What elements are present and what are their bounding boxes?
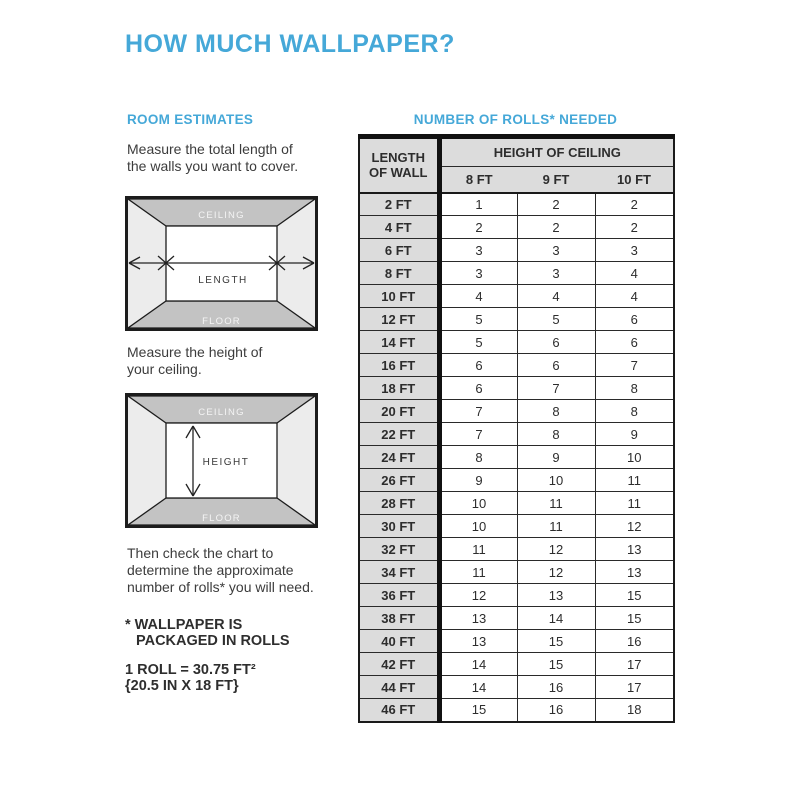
rolls-count-cell: 15 bbox=[595, 607, 674, 630]
rolls-count-cell: 8 bbox=[595, 400, 674, 423]
wall-length-cell: 2 FT bbox=[359, 193, 439, 216]
ceiling-9ft-header: 9 FT bbox=[517, 167, 595, 193]
rolls-count-cell: 6 bbox=[439, 354, 517, 377]
room-estimates-heading: ROOM ESTIMATES bbox=[127, 112, 254, 127]
wallpaper-rolls-footnote bbox=[125, 617, 290, 649]
length-label: LENGTH bbox=[198, 275, 248, 286]
step2-instruction bbox=[127, 344, 347, 378]
step3-instruction bbox=[127, 545, 347, 596]
step2-line1: Measure the height of bbox=[127, 344, 263, 360]
rolls-count-cell: 10 bbox=[439, 515, 517, 538]
rolls-count-cell: 9 bbox=[517, 446, 595, 469]
wall-length-cell: 42 FT bbox=[359, 653, 439, 676]
rolls-count-cell: 11 bbox=[595, 492, 674, 515]
rolls-count-cell: 13 bbox=[595, 561, 674, 584]
table-row bbox=[359, 262, 674, 285]
rolls-count-cell: 4 bbox=[595, 285, 674, 308]
table-row bbox=[359, 469, 674, 492]
roll-size-spec bbox=[125, 662, 256, 694]
floor-label: FLOOR bbox=[202, 316, 241, 327]
table-row bbox=[359, 239, 674, 262]
table-row bbox=[359, 285, 674, 308]
table-row bbox=[359, 423, 674, 446]
wall-length-cell: 16 FT bbox=[359, 354, 439, 377]
height-of-ceiling-header: HEIGHT OF CEILING bbox=[439, 137, 674, 167]
table-row bbox=[359, 630, 674, 653]
rollspec-line1: 1 ROLL = 30.75 FT² bbox=[125, 662, 256, 678]
wall-length-cell: 22 FT bbox=[359, 423, 439, 446]
rolls-count-cell: 16 bbox=[595, 630, 674, 653]
step1-line2: the walls you want to cover. bbox=[127, 158, 299, 174]
rolls-count-cell: 8 bbox=[517, 423, 595, 446]
table-row bbox=[359, 607, 674, 630]
rolls-count-cell: 7 bbox=[439, 423, 517, 446]
rolls-count-cell: 2 bbox=[595, 216, 674, 239]
ceiling-label: CEILING bbox=[198, 407, 245, 418]
length-of-wall-header: LENGTH OF WALL bbox=[359, 137, 439, 193]
table-row bbox=[359, 538, 674, 561]
rolls-count-cell: 16 bbox=[517, 676, 595, 699]
rolls-count-cell: 2 bbox=[517, 193, 595, 216]
rolls-count-cell: 7 bbox=[517, 377, 595, 400]
ceiling-label: CEILING bbox=[198, 210, 245, 221]
wall-length-cell: 36 FT bbox=[359, 584, 439, 607]
table-header-row-1 bbox=[359, 137, 674, 167]
rolls-count-cell: 9 bbox=[439, 469, 517, 492]
rolls-count-cell: 2 bbox=[517, 216, 595, 239]
wall-length-cell: 44 FT bbox=[359, 676, 439, 699]
table-row bbox=[359, 561, 674, 584]
rolls-table-body bbox=[359, 193, 674, 722]
wall-length-cell: 26 FT bbox=[359, 469, 439, 492]
rolls-count-cell: 12 bbox=[595, 515, 674, 538]
rolls-count-cell: 12 bbox=[517, 561, 595, 584]
rolls-count-cell: 12 bbox=[517, 538, 595, 561]
table-row bbox=[359, 653, 674, 676]
wall-length-cell: 40 FT bbox=[359, 630, 439, 653]
rolls-count-cell: 13 bbox=[595, 538, 674, 561]
step2-line2: your ceiling. bbox=[127, 361, 202, 377]
rolls-count-cell: 5 bbox=[439, 331, 517, 354]
rolls-count-cell: 13 bbox=[439, 630, 517, 653]
rolls-count-cell: 11 bbox=[439, 561, 517, 584]
table-row bbox=[359, 216, 674, 239]
table-row bbox=[359, 400, 674, 423]
rolls-count-cell: 11 bbox=[517, 492, 595, 515]
height-label: HEIGHT bbox=[202, 457, 250, 468]
rolls-count-cell: 4 bbox=[595, 262, 674, 285]
rolls-count-cell: 11 bbox=[517, 515, 595, 538]
rolls-needed-table bbox=[358, 134, 675, 723]
rolls-count-cell: 15 bbox=[517, 653, 595, 676]
rolls-count-cell: 13 bbox=[439, 607, 517, 630]
table-row bbox=[359, 515, 674, 538]
rolls-count-cell: 14 bbox=[439, 653, 517, 676]
rolls-count-cell: 4 bbox=[439, 285, 517, 308]
rolls-count-cell: 15 bbox=[439, 699, 517, 722]
rolls-count-cell: 5 bbox=[439, 308, 517, 331]
floor-label: FLOOR bbox=[202, 513, 241, 524]
wall-length-cell: 6 FT bbox=[359, 239, 439, 262]
rolls-count-cell: 3 bbox=[439, 262, 517, 285]
ceiling-8ft-header: 8 FT bbox=[439, 167, 517, 193]
rolls-count-cell: 13 bbox=[517, 584, 595, 607]
step3-line3: number of rolls* you will need. bbox=[127, 579, 314, 595]
rolls-count-cell: 10 bbox=[517, 469, 595, 492]
rolls-count-cell: 7 bbox=[439, 400, 517, 423]
rolls-count-cell: 8 bbox=[439, 446, 517, 469]
step3-line2: determine the approximate bbox=[127, 562, 294, 578]
rolls-needed-heading: NUMBER OF ROLLS* NEEDED bbox=[413, 112, 618, 127]
rolls-count-cell: 16 bbox=[517, 699, 595, 722]
table-row bbox=[359, 446, 674, 469]
rolls-count-cell: 7 bbox=[595, 354, 674, 377]
rolls-count-cell: 3 bbox=[517, 262, 595, 285]
step1-line1: Measure the total length of bbox=[127, 141, 293, 157]
rolls-count-cell: 6 bbox=[439, 377, 517, 400]
rolls-count-cell: 11 bbox=[595, 469, 674, 492]
table-row bbox=[359, 492, 674, 515]
wall-length-cell: 18 FT bbox=[359, 377, 439, 400]
rolls-count-cell: 1 bbox=[439, 193, 517, 216]
rolls-count-cell: 3 bbox=[439, 239, 517, 262]
rolls-count-cell: 10 bbox=[595, 446, 674, 469]
rolls-count-cell: 6 bbox=[517, 354, 595, 377]
wall-length-cell: 20 FT bbox=[359, 400, 439, 423]
rollspec-line2: {20.5 IN X 18 FT} bbox=[125, 678, 239, 694]
rolls-count-cell: 3 bbox=[595, 239, 674, 262]
step1-instruction bbox=[127, 141, 347, 175]
table-row bbox=[359, 193, 674, 216]
rolls-count-cell: 18 bbox=[595, 699, 674, 722]
wall-length-cell: 12 FT bbox=[359, 308, 439, 331]
rolls-count-cell: 6 bbox=[595, 308, 674, 331]
rolls-count-cell: 15 bbox=[595, 584, 674, 607]
step3-line1: Then check the chart to bbox=[127, 545, 274, 561]
rolls-count-cell: 9 bbox=[595, 423, 674, 446]
wall-length-cell: 14 FT bbox=[359, 331, 439, 354]
rolls-count-cell: 11 bbox=[439, 538, 517, 561]
wall-length-cell: 46 FT bbox=[359, 699, 439, 722]
ceiling-10ft-header: 10 FT bbox=[595, 167, 674, 193]
wall-length-cell: 10 FT bbox=[359, 285, 439, 308]
rolls-count-cell: 12 bbox=[439, 584, 517, 607]
table-row bbox=[359, 676, 674, 699]
wall-length-cell: 34 FT bbox=[359, 561, 439, 584]
rolls-count-cell: 2 bbox=[595, 193, 674, 216]
rolls-count-cell: 14 bbox=[439, 676, 517, 699]
wall-length-cell: 24 FT bbox=[359, 446, 439, 469]
table-row bbox=[359, 354, 674, 377]
table-row bbox=[359, 377, 674, 400]
wall-length-cell: 8 FT bbox=[359, 262, 439, 285]
rolls-count-cell: 17 bbox=[595, 676, 674, 699]
table-row bbox=[359, 584, 674, 607]
footnote-line1: * WALLPAPER IS bbox=[125, 617, 243, 633]
wall-length-cell: 4 FT bbox=[359, 216, 439, 239]
rolls-count-cell: 17 bbox=[595, 653, 674, 676]
wall-length-cell: 38 FT bbox=[359, 607, 439, 630]
rolls-count-cell: 5 bbox=[517, 308, 595, 331]
rolls-count-cell: 15 bbox=[517, 630, 595, 653]
rolls-count-cell: 14 bbox=[517, 607, 595, 630]
table-row bbox=[359, 308, 674, 331]
footnote-line2: PACKAGED IN ROLLS bbox=[136, 633, 290, 649]
rolls-count-cell: 2 bbox=[439, 216, 517, 239]
wall-length-cell: 28 FT bbox=[359, 492, 439, 515]
rolls-count-cell: 4 bbox=[517, 285, 595, 308]
room-length-diagram bbox=[125, 196, 318, 331]
rolls-count-cell: 8 bbox=[595, 377, 674, 400]
table-row bbox=[359, 699, 674, 722]
wall-length-cell: 32 FT bbox=[359, 538, 439, 561]
rolls-count-cell: 8 bbox=[517, 400, 595, 423]
table-row bbox=[359, 331, 674, 354]
rolls-count-cell: 6 bbox=[595, 331, 674, 354]
rolls-count-cell: 3 bbox=[517, 239, 595, 262]
rolls-count-cell: 10 bbox=[439, 492, 517, 515]
rolls-count-cell: 6 bbox=[517, 331, 595, 354]
page-title: HOW MUCH WALLPAPER? bbox=[125, 30, 455, 58]
room-height-diagram bbox=[125, 393, 318, 528]
wall-length-cell: 30 FT bbox=[359, 515, 439, 538]
